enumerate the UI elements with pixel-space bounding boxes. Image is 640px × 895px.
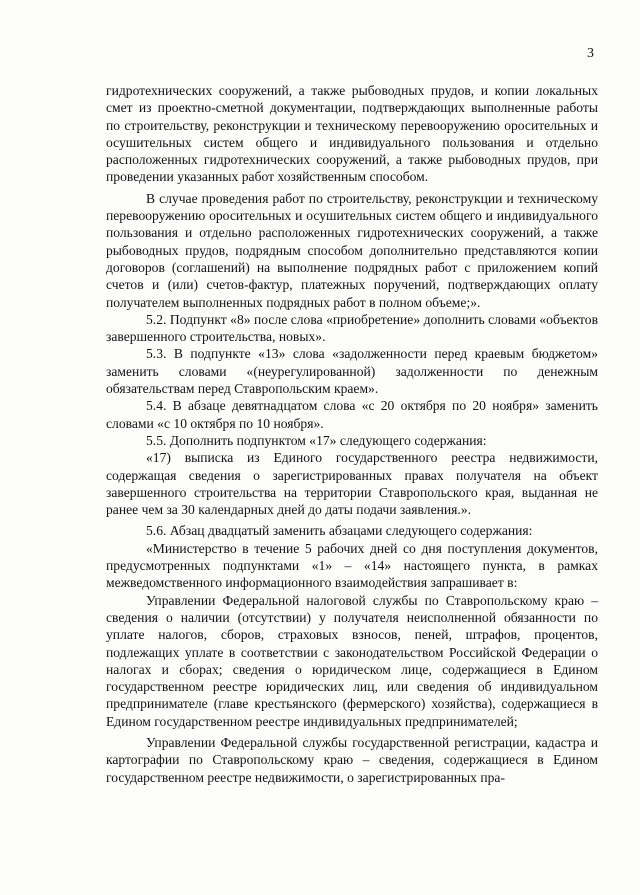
paragraph-item-5-4: 5.4. В абзаце девятнадцатом слова «с 20 октября по 20 ноября» заменить словами «с 10 октября по 10 ноября». — [106, 398, 598, 431]
paragraph-item-5-3: 5.3. В подпункте «13» слова «задолженности перед краевым бюджетом» заменить словами «(неурегулированной) задолженности по денежным обязательствам перед Ставропольским краем». — [106, 346, 598, 397]
paragraph-continuation: гидротехнических сооружений, а также рыбоводных прудов, и копии локальных смет из проектно-сметной документации, подтверждающих выполненные работы по строительству, реконструкции и техническому перевооружению оросительных и осушительных систем общего и индивидуального пользования и отдельно расположенных гидротехнических сооружений, а также рыбоводных прудов, при проведении указанных работ хозяйственным способом. — [106, 83, 598, 185]
document-body — [106, 82, 598, 786]
page-number: 3 — [587, 46, 594, 61]
paragraph-item-5-2: 5.2. Подпункт «8» после слова «приобретение» дополнить словами «объектов завершенного строительства, новых». — [106, 311, 598, 345]
paragraph-subitem-17: «17) выписка из Единого государственного реестра недвижимости, содержащая сведения о зарегистрированных правах получателя на объект завершенного строительства на территории Ставропольского края, выданная не ранее чем за 30 календарных дней до даты подачи заявления.». — [106, 450, 598, 518]
paragraph-item-5-5: 5.5. Дополнить подпунктом «17» следующего содержания: — [146, 432, 487, 448]
paragraph-item-5-6: 5.6. Абзац двадцатый заменить абзацами следующего содержания: — [146, 523, 533, 539]
paragraph-tax-service: Управлении Федеральной налоговой службы по Ставропольскому краю – сведения о наличии (отсутствии) у получателя неисполненной обязанности по уплате налогов, сборов, страховых взносов, пеней, штрафов, процентов, подлежащих уплате в соответствии с законодательством Российской Федерации о налогах и сборах; сведения о юридическом лице, содержащиеся в Едином государственном реестре юридических лиц, или сведения об индивидуальном предпринимателе (главе крестьянского (фермерского) хозяйства), содержащиеся в Едином государственном реестре индивидуальных предпринимателей; — [106, 592, 598, 729]
paragraph-contractor-works: В случае проведения работ по строительству, реконструкции и техническому перевооружению оросительных и осушительных систем общего и индивидуального пользования и отдельно расположенных гидротехнических сооружений, а также рыбоводных прудов, подрядным способом дополнительно представляются копии договоров (соглашений) на выполнение подрядных работ с приложением копий счетов и (или) счетов-фактур, платежных поручений, подтверждающих оплату получателем выполненных подрядных работ в полном объеме;». — [106, 190, 598, 310]
paragraph-ministry-request: «Министерство в течение 5 рабочих дней со дня поступления документов, предусмотренных подпунктами «1» – «14» настоящего пункта, в рамках межведомственного информационного взаимодействия запрашивает в: — [106, 540, 598, 591]
paragraph-registration-service: Управлении Федеральной службы государственной регистрации, кадастра и картографии по Ставропольскому краю – сведения, содержащиеся в Едином государственном реестре недвижимости, о зарегистрированных пра- — [106, 734, 598, 785]
